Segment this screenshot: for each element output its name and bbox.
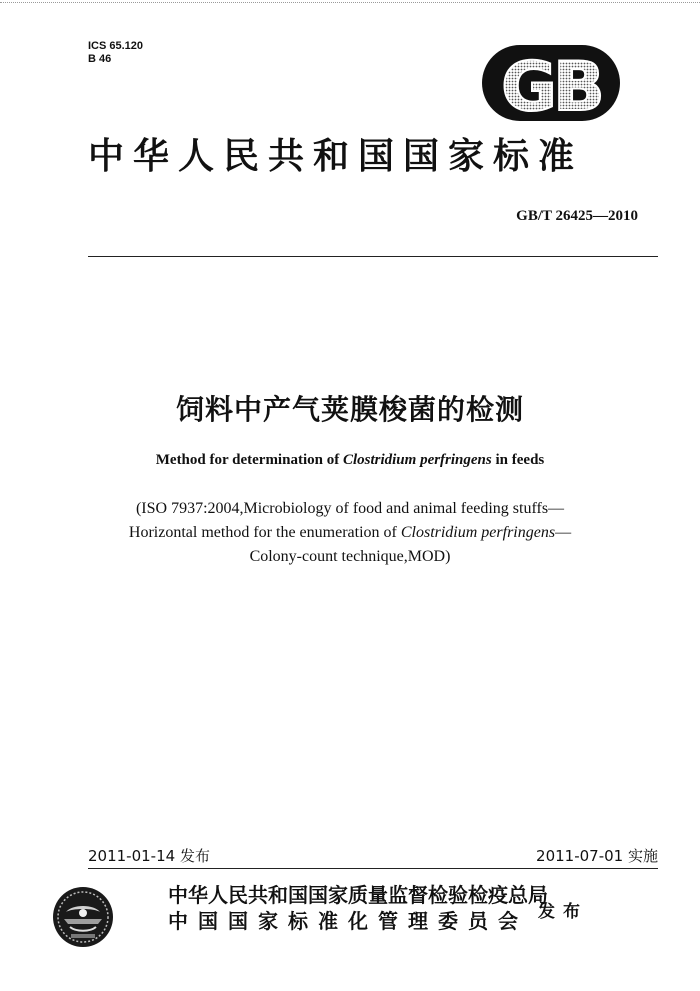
org-title: 中华人民共和国国家标准 [88, 135, 584, 177]
english-title-species: Clostridium perfringens [342, 452, 492, 468]
iso-line-2-prefix: Horizontal method for the enumeration of [128, 524, 401, 541]
english-title-suffix: in feeds [491, 452, 545, 468]
iso-reference-line-3: Colony-count technique,MOD) [249, 548, 451, 565]
iso-reference-line-1: (ISO 7937:2004,Microbiology of food and animal feeding stuffs— [135, 500, 565, 517]
english-title-prefix: Method for determination of [155, 452, 343, 468]
english-title [0, 452, 700, 469]
issuer-sac: 中国国家标准化管理委员会 [168, 909, 528, 933]
iso-reference-line-2 [0, 521, 700, 545]
seal-emblem-icon [52, 886, 114, 948]
implementation-date: 2011-07-01 实施 [536, 847, 658, 865]
gb-logo [481, 44, 621, 122]
chinese-title: 饲料中产气荚膜梭菌的检测 [175, 393, 524, 426]
issue-date: 2011-01-14 发布 [88, 847, 210, 865]
footer-divider [88, 868, 658, 869]
gb-logo-text: GB [501, 48, 601, 122]
standard-number: GB/T 26425—2010 [516, 208, 638, 224]
classification-codes [88, 40, 143, 66]
iso-reference [0, 497, 700, 569]
issuer-aqsiq: 中华人民共和国国家质量监督检验检疫总局 [168, 883, 548, 907]
iso-line-2-species: Clostridium perfringens [400, 524, 556, 541]
issuing-authorities [168, 882, 548, 934]
ics-code: ICS 65.120 [88, 40, 144, 52]
header-divider [88, 256, 658, 257]
publish-label: 发布 [538, 902, 588, 922]
ccs-code: B 46 [88, 53, 112, 65]
top-border [0, 2, 700, 3]
iso-line-2-suffix: — [555, 524, 572, 541]
